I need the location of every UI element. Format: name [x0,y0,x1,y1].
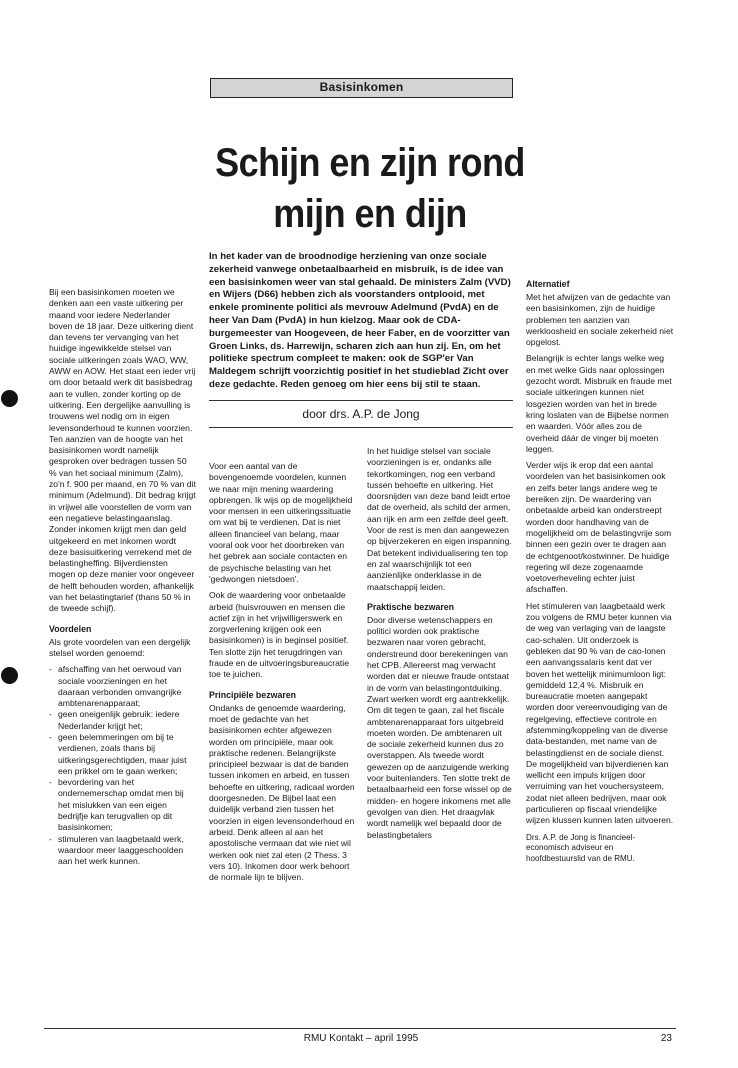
author-note: Drs. A.P. de Jong is financieel-economisch adviseur en hoofdbestuurslid van de RMU. [526,832,636,863]
column-2 [209,461,355,888]
byline: door drs. A.P. de Jong [302,407,420,421]
headline [172,138,568,240]
column-1 [49,287,196,872]
col1-paragraph-2: Als grote voordelen van een dergelijk stelsel worden genoemd: [49,636,191,658]
heading-praktische-bezwaren: Praktische bezwaren [367,601,455,612]
col1-paragraph-1: Bij een basisinkomen moeten we denken aan een vaste uitkering per maand voor iedere Nederlander boven de 18 jaar. Deze uitkering dient dan tevens ter vervanging van het huidige ingewikkelde stelsel van sociale uitkeringen zoals WAO, WW, AWW en AOW. Het staat een ieder vrij om door betaald werk dit basisbedrag aan te vullen, zonder korting op de uitkering. Een dergelijke aanvulling is trouwens wel nodig om in eigen levensonderhoud te kunnen voorzien. Ten aanzien van de hoogte van het basisinkomen wordt namelijk gesproken over bedragen tussen 50 % van het sociaal minimum (Zalm), zo'n f. 900 per maand, en 70 % van dit minimum (Adelmund). Dit bedrag krijgt in vrijwel alle voorstellen de vorm van een negatieve belastingaanslag. Zonder inkomen krijgt men dan geld uitgekeerd en met inkomen wordt deze basisuitkering verrekend met de belastingheffing. Bijverdiensten mogen op deze manier voor ongeveer de helft behouden worden, afhankelijk van het belastingtarief (thans 50 % in de tweede schijf). [49,287,196,614]
col4-paragraph-1: Met het afwijzen van de gedachte van een basisinkomen, zijn de huidige problemen ten aanzien van werkloosheid en sociale zekerheid niet opgelost. [526,292,674,348]
punch-hole-top [1,390,18,407]
column-3 [367,446,513,846]
list-item: - stimuleren van laagbetaald werk, waardoor meer laaggeschoolden aan het werk kunnen. [58,834,196,868]
advantages-list [49,664,196,867]
page-number: 23 [660,1033,672,1044]
col2-paragraph-1: Voor een aantal van de bovengenoemde voordelen, kunnen we naar mijn mening waardering opbrengen. Ik wijs op de mogelijkheid voor mensen in een uitkeringssituatie om wat bij te verdienen. Dat is niet alleen financieel van belang, maar vooral ook voor het doorbreken van het gebrek aan sociale contacten en de psychische belasting van het 'gedwongen nietsdoen'. [209,461,353,584]
col2-paragraph-3: Ondanks de genoemde waardering, moet de gedachte van het basisinkomen echter afgewezen worden om principiële, maar ook praktische redenen. Belangrijkste principieel bezwaar is dat de banden tussen inkomen en arbeid, en tussen behoefte en uitkering, radicaal worden doorgesneden. De Bijbel laat een duidelijk verband zien tussen het voorzien in eigen levensonderhoud en arbeid. Denk alleen al aan het apostolische vermaan dat wie niet wil werken ook niet zal eten (2 Thess. 3 vers 10). Inkomen door werk behoort de normale lijn te blijven. [209,702,355,883]
col3-paragraph-2: Door diverse wetenschappers en politici worden ook praktische bezwaren naar voren gebracht, onderstreund door berekeningen van het CPB. Allereerst mag verwacht worden dat er nieuwe fraude ontstaat in de vorm van belastingontduiking. Zwart werken wordt erg aantrekkelijk. Om dit tegen te gaan, zal het fiscale ambtenarenapparaat fors uitgebreid moeten worden. De ambtenaren uit de sociale zekerheid kunnen dus zo overstappen. Als tweede wordt gewezen op de aanzuigende werking voor buitenlanders. Ten slotte trekt de betaalbaarheid een forse wissel op de midden- en hogere inkomens met alle gevolgen van dien. Het draagvlak wordt namelijk wel bepaald door de belastingbetalers [367,614,512,840]
heading-alternatief: Alternatief [526,279,570,289]
list-item: - bevordering van het ondernemerschap omdat men bij het mislukken van een eigen bedrijfje kan terugvallen op dit basisinkomen; [58,777,196,833]
heading-principiele-bezwaren: Principiële bezwaren [209,689,297,700]
col4-paragraph-2: Belangrijk is echter langs welke weg en met welke Gids naar oplossingen gezocht wordt. Misbruik en fraude met sociale uitkeringen kunnen niet losgezien worden van het in brede kring loslaten van de Bijbelse normen en waarden. Vóór alles zou de overheid dáár de vinger bij moeten leggen. [526,353,672,454]
byline-rule-top [209,400,513,401]
col3-paragraph-1: In het huidige stelsel van sociale voorzieningen is er, ondanks alle tekortkomingen, nog een verband tussen behoefte en uitkering. Het doorsnijden van deze band leidt ertoe dat de overheid, als schild der armen, aan rijk en arm een zelfde deel geeft. Voor de rest is men dan aangewezen op bijverzekeren en eigen inspanning. Dat betekent individualisering ten top en zal waarschijnlijk tot een aanzienlijke onderklasse in de maatschappij leiden. [367,446,512,592]
col4-paragraph-4: Het stimuleren van laagbetaald werk zou volgens de RMU beter kunnen via de weg van verlaging van de laagste cao-schalen. Uit onderzoek is gebleken dat 90 % van de cao-lonen een aanvangssalaris kent dat ver boven het wettelijk minimumloon ligt: gemiddeld 12,4 %. Misbruik en bureaucratie moeten aangepakt worden door vereenvoudiging van de regelgeving, effectieve controle en afstemming/koppeling van de diverse data-bestanden, met name van de belastingdienst en de sociale dienst. De mogelijkheid van bijverdienen kan wellicht een impuls krijgen door verruiming van het vouchersysteem, zodat niet alleen bedrijven, maar ook particulieren op fiscaal vriendelijke wijzen klussen kunnen laten uitvoeren. [526,600,674,826]
heading-voordelen: Voordelen [49,623,92,634]
punch-hole-bottom [1,667,18,684]
section-kicker: Basisinkomen [210,78,513,98]
intro-paragraph: In het kader van de broodnodige herziening van onze sociale zekerheid vanwege onbetaalbaarheid en misbruik, is de idee van een basisinkomen weer van stal gehaald. De ministers Zalm (VVD) en Wijers (D66) hebben zich als voorstanders ontplooid, met enkele prominente politici als mevrouw Adelmund (PvdA) en de heer Van Dam (PvdA) in hun kielzog. Maar ook de CDA-burgemeester van Hoogeveen, de heer Faber, en de voorzitter van Groen Links, ds. Harrewijn, scharen zich aan hun zij. En, om het politieke spectrum compleet te maken: ook de SGP'er Van Maldegem schrijft voorzichtig positief in het studieblad Zicht over deze gedachte. Reden genoeg om hier eens bij stil te staan. [209,251,511,390]
col2-paragraph-2: Ook de waardering voor onbetaalde arbeid (huisvrouwen en mensen die actief zijn in het vrijwilligerswerk en zorgverlening krijgen ook een basisinkomen) is in beginsel positief. Ten slotte zijn het terugdringen van fraude en de uitvoeringsbureaucratie toe te juichen. [209,590,349,680]
headline-line-1: Schijn en zijn rond [215,141,525,185]
column-4 [526,279,674,869]
headline-line-2: mijn en dijn [273,192,467,236]
footer-rule [44,1028,676,1029]
list-item: - afschaffing van het oerwoud van sociale voorzieningen en het daaraan verbonden omvangrijke ambtenarenapparaat; [58,664,196,709]
list-item: - geen belemmeringen om bij te verdienen, zoals thans bij uitkeringsgerechtigden, maar juist een prikkel om te gaan werken; [58,732,196,777]
footer-publication: RMU Kontakt – april 1995 [303,1033,419,1044]
byline-rule-bottom [209,427,513,428]
list-item: - geen oneigenlijk gebruik: iedere Nederlander krijgt het; [58,709,196,732]
col4-paragraph-3: Verder wijs ik erop dat een aantal voordelen van het basisinkomen ook en zelfs beter langs andere weg te bereiken zijn. De waardering van onbetaalde arbeid kan onderstreept worden door handhaving van de mogelijkheid om de belastingvrije som binnen een gezin over te dragen aan de echtgenoot/kostwinner. De huidige regering wil deze zogenaamde voetoverheveling echter juist afschaffen. [526,460,672,595]
